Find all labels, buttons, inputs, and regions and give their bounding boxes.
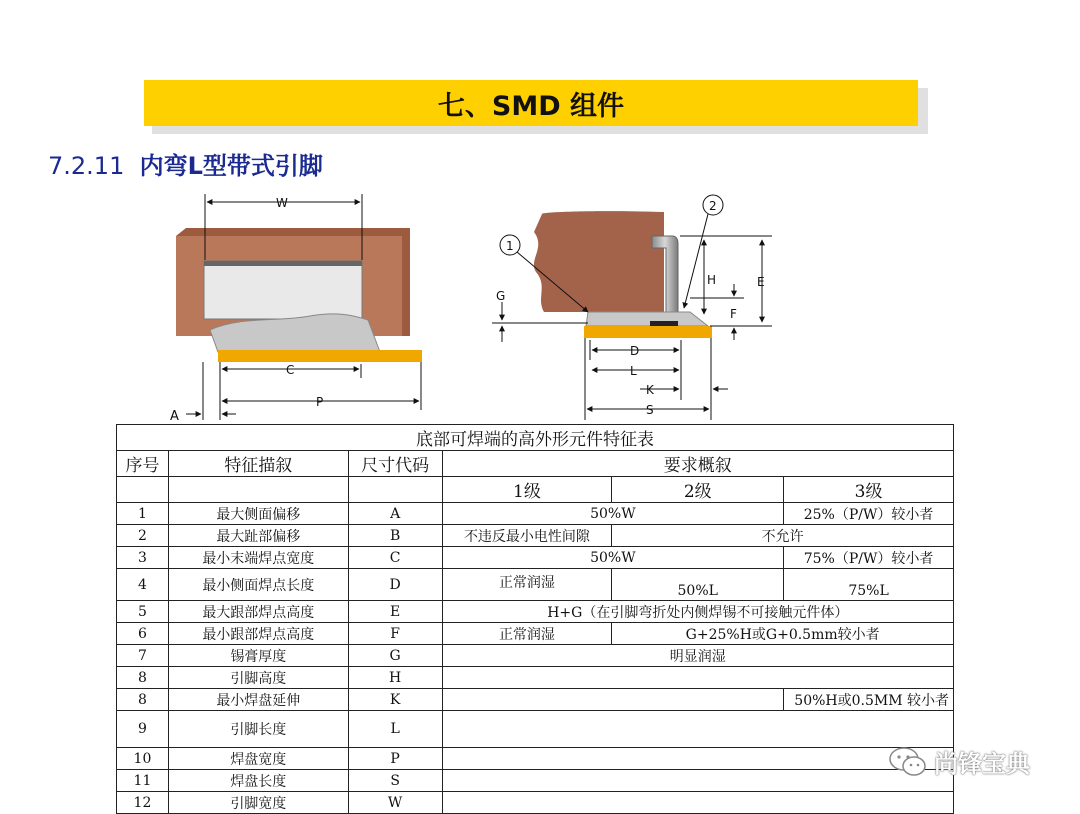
header-seq: 序号 bbox=[117, 451, 169, 477]
label-p: P bbox=[316, 395, 324, 409]
table-row: 2 最大趾部偏移 B 不违反最小电性间隙 不允许 bbox=[117, 525, 954, 547]
level-3: 3级 bbox=[784, 477, 954, 503]
header-code: 尺寸代码 bbox=[348, 451, 442, 477]
table-row: 10 焊盘宽度 P bbox=[117, 748, 954, 770]
level-2: 2级 bbox=[612, 477, 784, 503]
label-s: S bbox=[646, 403, 654, 417]
label-h: H bbox=[707, 273, 717, 287]
table-title: 底部可焊端的高外形元件特征表 bbox=[117, 425, 954, 451]
table-row: 4 最小侧面焊点长度 D 正常润湿 50%L 75%L bbox=[117, 569, 954, 601]
label-f: F bbox=[730, 307, 737, 321]
page-title: 七、SMD 组件 bbox=[437, 90, 625, 122]
front-view bbox=[176, 194, 422, 420]
section-title: 内弯L型带式引脚 bbox=[139, 152, 323, 180]
level-1: 1级 bbox=[442, 477, 612, 503]
table-row: 8 最小焊盘延伸 K 50%H或0.5MM 较小者 bbox=[117, 689, 954, 711]
table-row: 1 最大侧面偏移 A 50%W 25%（P/W）较小者 bbox=[117, 503, 954, 525]
callout-1: 1 bbox=[506, 239, 514, 253]
label-l: L bbox=[630, 364, 637, 378]
wechat-icon bbox=[888, 746, 928, 778]
header-feature: 特征描叙 bbox=[168, 451, 348, 477]
table-row: 9 引脚长度 L bbox=[117, 711, 954, 748]
feature-table bbox=[116, 424, 954, 814]
watermark-text: 尚锋宝典 bbox=[934, 750, 1030, 778]
label-g: G bbox=[496, 289, 506, 303]
label-a: A bbox=[170, 409, 179, 424]
label-c: C bbox=[286, 363, 295, 377]
section-number: 7.2.11 bbox=[48, 152, 125, 180]
table-row: 11 焊盘长度 S bbox=[117, 770, 954, 792]
callout-2: 2 bbox=[709, 199, 717, 213]
label-e: E bbox=[757, 275, 765, 289]
label-w: W bbox=[276, 196, 288, 210]
watermark bbox=[888, 744, 1030, 779]
table-row: 5 最大跟部焊点高度 E H+G（在引脚弯折处内侧焊锡不可接触元件体） bbox=[117, 601, 954, 623]
table-row: 8 引脚高度 H bbox=[117, 667, 954, 689]
table-row: 6 最小跟部焊点高度 F 正常润湿 G+25%H或G+0.5mm较小者 bbox=[117, 623, 954, 645]
label-d: D bbox=[630, 344, 640, 358]
header-req: 要求概叙 bbox=[442, 451, 953, 477]
label-k: K bbox=[646, 383, 654, 397]
table-row: 12 引脚宽度 W bbox=[117, 792, 954, 814]
table-row: 7 锡膏厚度 G 明显润湿 bbox=[117, 645, 954, 667]
table-row: 3 最小末端焊点宽度 C 50%W 75%（P/W）较小者 bbox=[117, 547, 954, 569]
